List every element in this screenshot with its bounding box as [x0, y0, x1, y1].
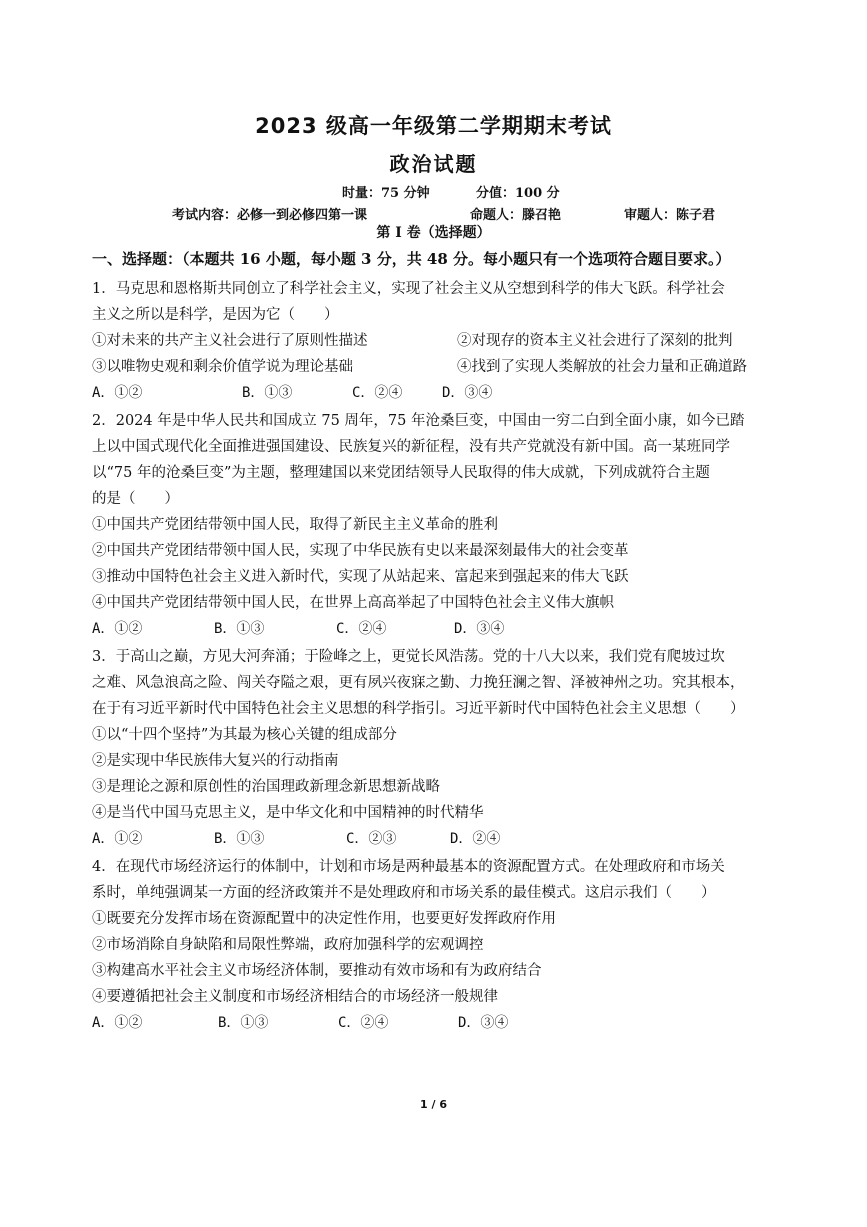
option-row [92, 354, 822, 380]
exam-reviewer: 审题人：陈子君 [624, 208, 716, 223]
answer-a: A．①② [92, 385, 143, 401]
question-3 [92, 644, 822, 852]
answer-choices [92, 826, 822, 852]
answer-a: A．①② [92, 621, 143, 637]
option-3: ③以唯物史观和剩余价值学说为理论基础 [92, 359, 353, 375]
option-3: ③推动中国特色社会主义进入新时代，实现了从站起来、富起来到强起来的伟大飞跃 [92, 569, 629, 585]
option-1: ①既要充分发挥市场在资源配置中的决定性作用，也要更好发挥政府作用 [92, 911, 556, 927]
exam-score: 分值：100 分 [476, 186, 560, 201]
option-4: ④中国共产党团结带领中国人民，在世界上高高举起了中国特色社会主义伟大旗帜 [92, 595, 614, 611]
option-4: ④找到了实现人类解放的社会力量和正确道路 [457, 359, 747, 375]
option-2: ②中国共产党团结带领中国人民，实现了中华民族有史以来最深刻最伟大的社会变革 [92, 543, 629, 559]
exam-author: 命题人：滕召艳 [470, 208, 562, 223]
answer-choices [92, 380, 822, 406]
option-2: ②是实现中华民族伟大复兴的行动指南 [92, 753, 339, 769]
question-stem-line: 上以中国式现代化全面推进强国建设、民族复兴的新征程，没有共产党就没有新中国。高一某班同学 [92, 439, 730, 455]
answer-c: C．②④ [338, 1015, 389, 1031]
answer-c: C．②③ [346, 831, 397, 847]
answer-d: D．③④ [442, 385, 493, 401]
answer-d: D．③④ [454, 621, 505, 637]
exam-title: 2023 级高一年级第二学期期末考试 [255, 114, 612, 138]
question-stem-line: 在于有习近平新时代中国特色社会主义思想的科学指引。习近平新时代中国特色社会主义思想（ ） [92, 701, 745, 717]
answer-b: B．①③ [214, 831, 265, 847]
question-stem-line: 2．2024 年是中华人民共和国成立 75 周年，75 年沧桑巨变，中国由一穷二白到全面小康，如今已踏 [92, 413, 745, 429]
question-stem-line: 主义之所以是科学，是因为它（ ） [92, 307, 339, 323]
answer-b: B．①③ [218, 1015, 269, 1031]
part-heading: 第 I 卷（选择题） [376, 225, 491, 241]
answer-d: D．③④ [458, 1015, 509, 1031]
page-number: 1 / 6 [420, 1098, 447, 1111]
answer-d: D．②④ [450, 831, 501, 847]
question-stem-line: 4．在现代市场经济运行的体制中，计划和市场是两种最基本的资源配置方式。在处理政府和市场关 [92, 859, 725, 875]
option-1: ①对未来的共产主义社会进行了原则性描述 [92, 333, 368, 349]
question-stem-line: 系时，单纯强调某一方面的经济政策并不是处理政府和市场关系的最佳模式。这启示我们（ ） [92, 885, 716, 901]
questions-container [92, 276, 822, 1038]
option-3: ③构建高水平社会主义市场经济体制，要推动有效市场和有为政府结合 [92, 963, 542, 979]
option-1: ①以“十四个坚持”为其最为核心关键的组成部分 [92, 727, 397, 743]
question-2 [92, 408, 822, 642]
option-2: ②对现存的资本主义社会进行了深刻的批判 [457, 333, 733, 349]
answer-c: C．②④ [336, 621, 387, 637]
option-1: ①中国共产党团结带领中国人民，取得了新民主主义革命的胜利 [92, 517, 498, 533]
answer-choices [92, 616, 822, 642]
question-stem-line: 以“75 年的沧桑巨变”为主题，整理建国以来党团结领导人民取得的伟大成就，下列成就符合主题 [92, 465, 710, 481]
answer-a: A．①② [92, 1015, 143, 1031]
question-stem-line: 1．马克思和恩格斯共同创立了科学社会主义，实现了社会主义从空想到科学的伟大飞跃。科学社会 [92, 281, 725, 297]
option-4: ④要遵循把社会主义制度和市场经济相结合的市场经济一般规律 [92, 989, 498, 1005]
exam-time: 时量：75 分钟 [342, 186, 430, 201]
option-4: ④是当代中国马克思主义，是中华文化和中国精神的时代精华 [92, 805, 484, 821]
option-3: ③是理论之源和原创性的治国理政新理念新思想新战略 [92, 779, 440, 795]
question-stem-line: 3．于高山之巅，方见大河奔涌；于险峰之上，更觉长风浩荡。党的十八大以来，我们党有爬坡过坎 [92, 649, 725, 665]
question-stem-line: 之难、风急浪高之险、闯关夺隘之艰，更有夙兴夜寐之勤、力挽狂澜之智、泽被神州之功。究其根本， [92, 675, 745, 691]
answer-b: B．①③ [242, 385, 293, 401]
answer-choices [92, 1010, 822, 1036]
section-heading: 一、选择题：（本题共 16 小题，每小题 3 分，共 48 分。每小题只有一个选项符合题目要求。） [92, 250, 731, 268]
exam-subtitle: 政治试题 [389, 152, 478, 176]
answer-b: B．①③ [214, 621, 265, 637]
question-stem-line: 的是（ ） [92, 491, 179, 507]
question-1 [92, 276, 822, 406]
option-2: ②市场消除自身缺陷和局限性弊端，政府加强科学的宏观调控 [92, 937, 484, 953]
exam-scope: 考试内容：必修一到必修四第一课 [172, 208, 368, 223]
question-4 [92, 854, 822, 1036]
answer-c: C．②④ [352, 385, 403, 401]
option-row [92, 328, 822, 354]
answer-a: A．①② [92, 831, 143, 847]
